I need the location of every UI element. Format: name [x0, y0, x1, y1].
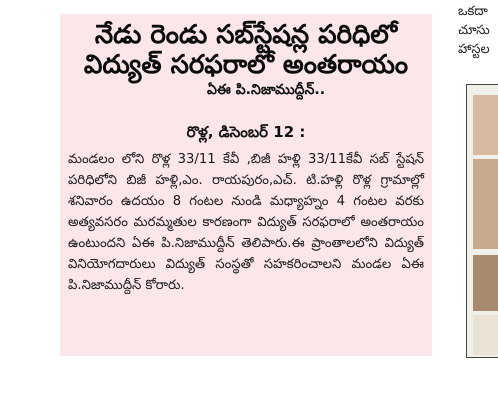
article-byline: ఏఈ పి.నిజాముద్దీన్.. — [206, 82, 326, 98]
adjacent-line-2: చూసు — [458, 23, 490, 38]
photo-region — [473, 315, 498, 355]
adjacent-article-photo — [466, 84, 498, 358]
photo-region — [473, 159, 498, 249]
adjacent-line-1: ఒకదా — [458, 4, 488, 19]
adjacent-article-text — [458, 2, 498, 59]
headline-line-1: నేడు రెండు సబ్‌స్టేషన్ల పరిధిలో — [94, 20, 398, 50]
article-dateline: రొళ్ల, డిసెంబర్ 12 : — [186, 123, 306, 141]
news-article — [60, 14, 432, 356]
article-body: మండలం లోని రొళ్ల 33/11 కేవీ ,బిజీ హళ్లి 33/11కేవీ సబ్ స్టేషన్ పరిధిలోని బిజీ హళ్లి,ఎం. రాయపురం,ఎచ్. టి.హళ్లి రొళ్ల గ్రామాల్లో శనివారం ఉదయం 8 గంటల నుండి మధ్యాహ్నం 4 గంటల వరకు అత్యవసరం మరమ్మతుల కారణంగా విద్యుత్ సరఫరాలో అంతరాయం ఉంటుందని ఏఈ పి.నిజాముద్దీన్ తెలిపారు.ఈ ప్రాంతాలలోని విద్యుత్ వినియోగదారులు విద్యుత్ సంస్థతో సహకరించాలని మండల ఏఈ పి.నిజాముద్దీన్ కోరారు. — [68, 152, 424, 293]
headline-line-2: విద్యుత్ సరఫరాలో అంతరాయం — [83, 50, 409, 80]
adjacent-line-3: హాస్టల — [458, 42, 490, 57]
article-headline — [60, 20, 432, 80]
photo-region — [473, 95, 498, 155]
photo-region — [473, 255, 498, 311]
